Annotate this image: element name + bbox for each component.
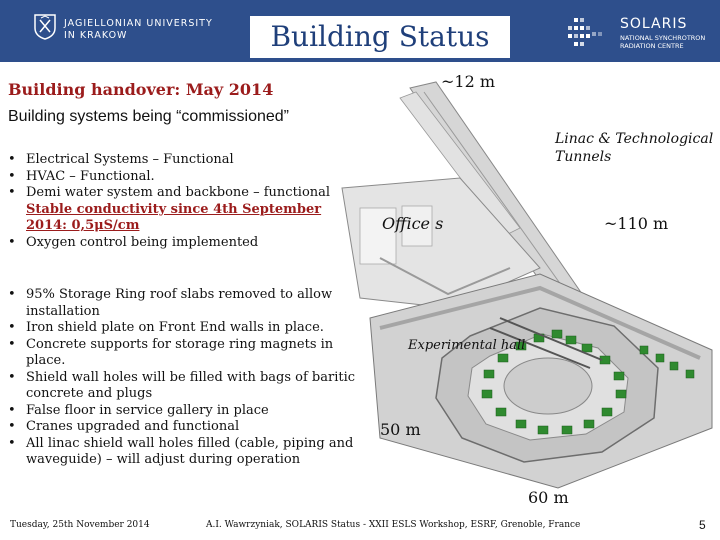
university-name: JAGIELLONIAN UNIVERSITY IN KRAKOW (64, 18, 213, 41)
experimental-hall-label: Experimental hall (408, 338, 526, 353)
list-item: • Concrete supports for storage ring magnets in place. (0, 337, 360, 370)
solaris-name: SOLARIS (620, 16, 688, 32)
page-title: Building Status (250, 16, 510, 58)
solaris-subtitle: NATIONAL SYNCHROTRON RADIATION CENTRE (620, 34, 706, 50)
solaris-logo-icon (566, 14, 610, 54)
university-crest-icon (34, 14, 56, 40)
dim-50-label: 50 m (380, 420, 421, 439)
footer-event: A.I. Wawrzyniak, SOLARIS Status - XXII ESLS Workshop, ESRF, Grenoble, France (206, 520, 581, 530)
list-item: • Demi water system and backbone – functional (0, 185, 360, 202)
footer-date: Tuesday, 25th November 2014 (10, 520, 150, 530)
commissioned-heading: Building systems being “commissioned” (8, 108, 289, 125)
dim-top-label: ~12 m (441, 72, 496, 91)
page-number: 5 (699, 518, 706, 532)
installation-list (0, 287, 360, 469)
handover-heading: Building handover: May 2014 (8, 80, 274, 99)
list-item: • All linac shield wall holes filled (cable, piping and waveguide) – will adjust during operation (0, 436, 360, 469)
dim-60-label: 60 m (528, 488, 569, 507)
dim-right-label: ~110 m (604, 214, 669, 233)
systems-list (0, 152, 360, 251)
list-item: • Cranes upgraded and functional (0, 419, 360, 436)
list-item: • False floor in service gallery in place (0, 403, 360, 420)
offices-label: Office s (382, 214, 444, 233)
list-item: • HVAC – Functional. (0, 169, 360, 186)
list-item: • Iron shield plate on Front End walls in place. (0, 320, 360, 337)
list-item: • Shield wall holes will be filled with bags of baritic concrete and plugs (0, 370, 360, 403)
linac-label: Linac & Technological Tunnels (555, 131, 714, 165)
list-item: • Electrical Systems – Functional (0, 152, 360, 169)
conductivity-note: Stable conductivity since 4th September 2014: 0,5μS/cm (26, 201, 322, 233)
list-item: • Oxygen control being implemented (0, 235, 360, 252)
list-item: • 95% Storage Ring roof slabs removed to allow installation (0, 287, 360, 320)
